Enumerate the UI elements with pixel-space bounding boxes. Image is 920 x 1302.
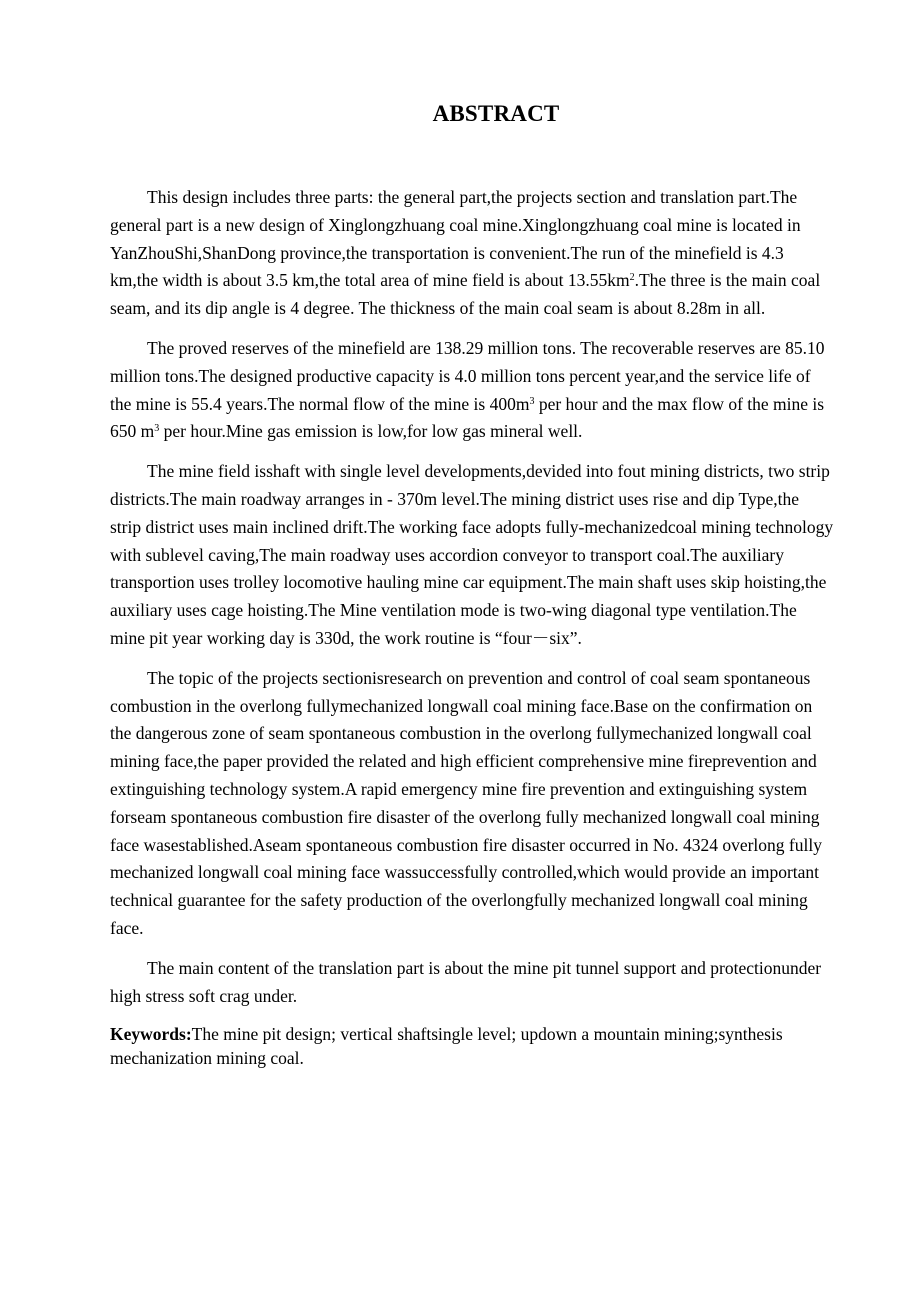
paragraph-development: The mine field isshaft with single level developments,devided into fout mining districts, two strip districts.The main roadway arranges in - 370m level.The mining district uses rise and dip Type,the strip district uses main inclined drift.The working face adopts fully-mechanizedcoal mining technology with sublevel caving,The main roadway uses accordion conveyor to transport coal.The auxiliary transportion uses trolley locomotive hauling mine car equipment.The main shaft uses skip hoisting,the auxiliary uses cage hoisting.The Mine ventilation mode is two-wing diagonal type ventilation.The mine pit year working day is 330d, the work routine is “four－six”. [110, 461, 834, 648]
keywords [110, 1022, 834, 1070]
paragraph-general-part [110, 184, 834, 323]
superscript: 3 [154, 423, 160, 435]
paragraph-text: The proved reserves of the minefield are 138.29 million tons. The recoverable reserves are 85.10 million tons.The designed productive capacity is 4.0 million tons percent year,and the service life of the mine is 55.4 years.The normal flow of the mine is 400m [110, 337, 825, 414]
paragraph-text: .The three is the main coal seam, and its dip angle is 4 degree. The thickness of the main coal seam is about 8.28m in all. [110, 270, 821, 319]
paragraph-translation-part: The main content of the translation part is about the mine pit tunnel support and protectionunder high stress soft crag under. [110, 957, 822, 1006]
keywords-text: The mine pit design; vertical shaftsingle level; updown a mountain mining;synthesis mechanization mining coal. [110, 1024, 783, 1069]
keywords-label: Keywords: [110, 1024, 192, 1045]
paragraph-text: This design includes three parts: the general part,the projects section and translation part.The general part is a new design of Xinglongzhuang coal mine.Xinglongzhuang coal mine is located in YanZhouShi,ShanDong province,the transportation is convenient.The run of the minefield is 4.3 km,the width is about 3.5 km,the total area of mine field is about 13.55km [110, 187, 801, 291]
abstract-title: ABSTRACT [432, 101, 560, 126]
paragraph-projects-section: The topic of the projects sectionisresearch on prevention and control of coal seam spontaneous combustion in the overlong fullymechanized longwall coal mining face.Base on the confirmation on the dangerous zone of seam spontaneous combustion in the overlong fullymechanized longwall coal mining face,the paper provided the related and high efficient comprehensive mine fireprevention and extinguishing technology system.A rapid emergency mine fire prevention and extinguishing system forseam spontaneous combustion fire disaster of the overlong fully mechanized longwall coal mining face wasestablished.Aseam spontaneous combustion fire disaster occurred in No. 4324 overlong fully mechanized longwall coal mining face wassuccessfully controlled,which would provide an important technical guarantee for the safety production of the overlongfully mechanized longwall coal mining face. [110, 667, 822, 938]
paragraph-reserves [110, 335, 834, 446]
paragraph-text: per hour.Mine gas emission is low,for low gas mineral well. [159, 421, 583, 442]
paragraph-text: per hour and the max flow of the mine is 650 m [110, 393, 825, 442]
abstract-body [110, 184, 834, 1070]
superscript: 2 [629, 272, 635, 284]
superscript: 3 [529, 395, 535, 407]
